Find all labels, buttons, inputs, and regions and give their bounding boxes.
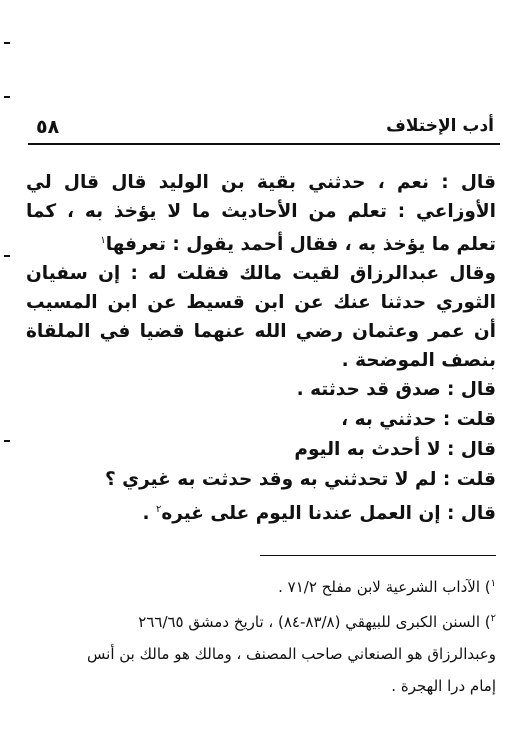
paragraph (26, 168, 496, 259)
page-header (28, 116, 498, 140)
footnote (26, 568, 496, 603)
paragraph: وقال عبدالرزاق لقيت مالك فقلت له : إن سفيان الثوري حدثنا عنك عن ابن قسيط عن ابن المسيب أن عمر وعثمان رضي الله عنهما قضيا في الملقاة بنصف الموضحة . (26, 263, 496, 372)
footnote-text: ) السنن الكبرى للبيهقي (٨٣/٨-٨٤) ، تاريخ دمشق ٢٦٦/٦٥ (138, 613, 491, 631)
dialogue-line: قلت : لم لا تحدثني به وقد حدثت به غيري ؟ (104, 469, 496, 491)
footnote-reference: ١ (100, 235, 106, 246)
footnote-number: ١ (490, 578, 496, 589)
page-number: ٥٨ (36, 116, 60, 138)
footnote-continuation: وعبدالرزاق هو الصنعاني صاحب المصنف ، ومالك هو مالك بن أنس (87, 645, 496, 663)
footnote-number: ٢ (490, 613, 496, 624)
dialogue-text: قال : إن العمل عندنا اليوم على غيره (161, 503, 496, 525)
margin-mark (4, 42, 10, 44)
dialogue-line: قلت : حدثني به ، (341, 409, 496, 431)
margin-mark (4, 440, 10, 442)
footnote-continuation: إمام درا الهجرة . (391, 677, 496, 695)
footnote-reference: ٢ (155, 504, 162, 516)
dialogue-line: قال : صدق قد حدثته . (296, 379, 496, 401)
footnote (26, 603, 496, 638)
running-title: أدب الإختلاف (386, 116, 494, 136)
footnote-separator (260, 555, 496, 556)
main-text (26, 168, 496, 529)
margin-mark (4, 255, 10, 257)
header-rule (28, 143, 500, 145)
margin-mark (4, 96, 10, 98)
paragraph-text: قال : نعم ، حدثني بقية بن الوليد قال قال لي الأوزاعي : تعلم من الأحاديث ما لا يؤخذ به ، كما تعلم ما يؤخذ به ، فقال أحمد يقول : تعرفها (26, 172, 496, 256)
dialogue-line (26, 495, 496, 529)
footnotes (26, 568, 496, 702)
footnote-text: ) الآداب الشرعية لابن مفلح ٧١/٢ . (278, 578, 491, 596)
dialogue-line: قال : لا أحدث به اليوم (294, 439, 496, 461)
sentence-end: . (142, 503, 156, 525)
